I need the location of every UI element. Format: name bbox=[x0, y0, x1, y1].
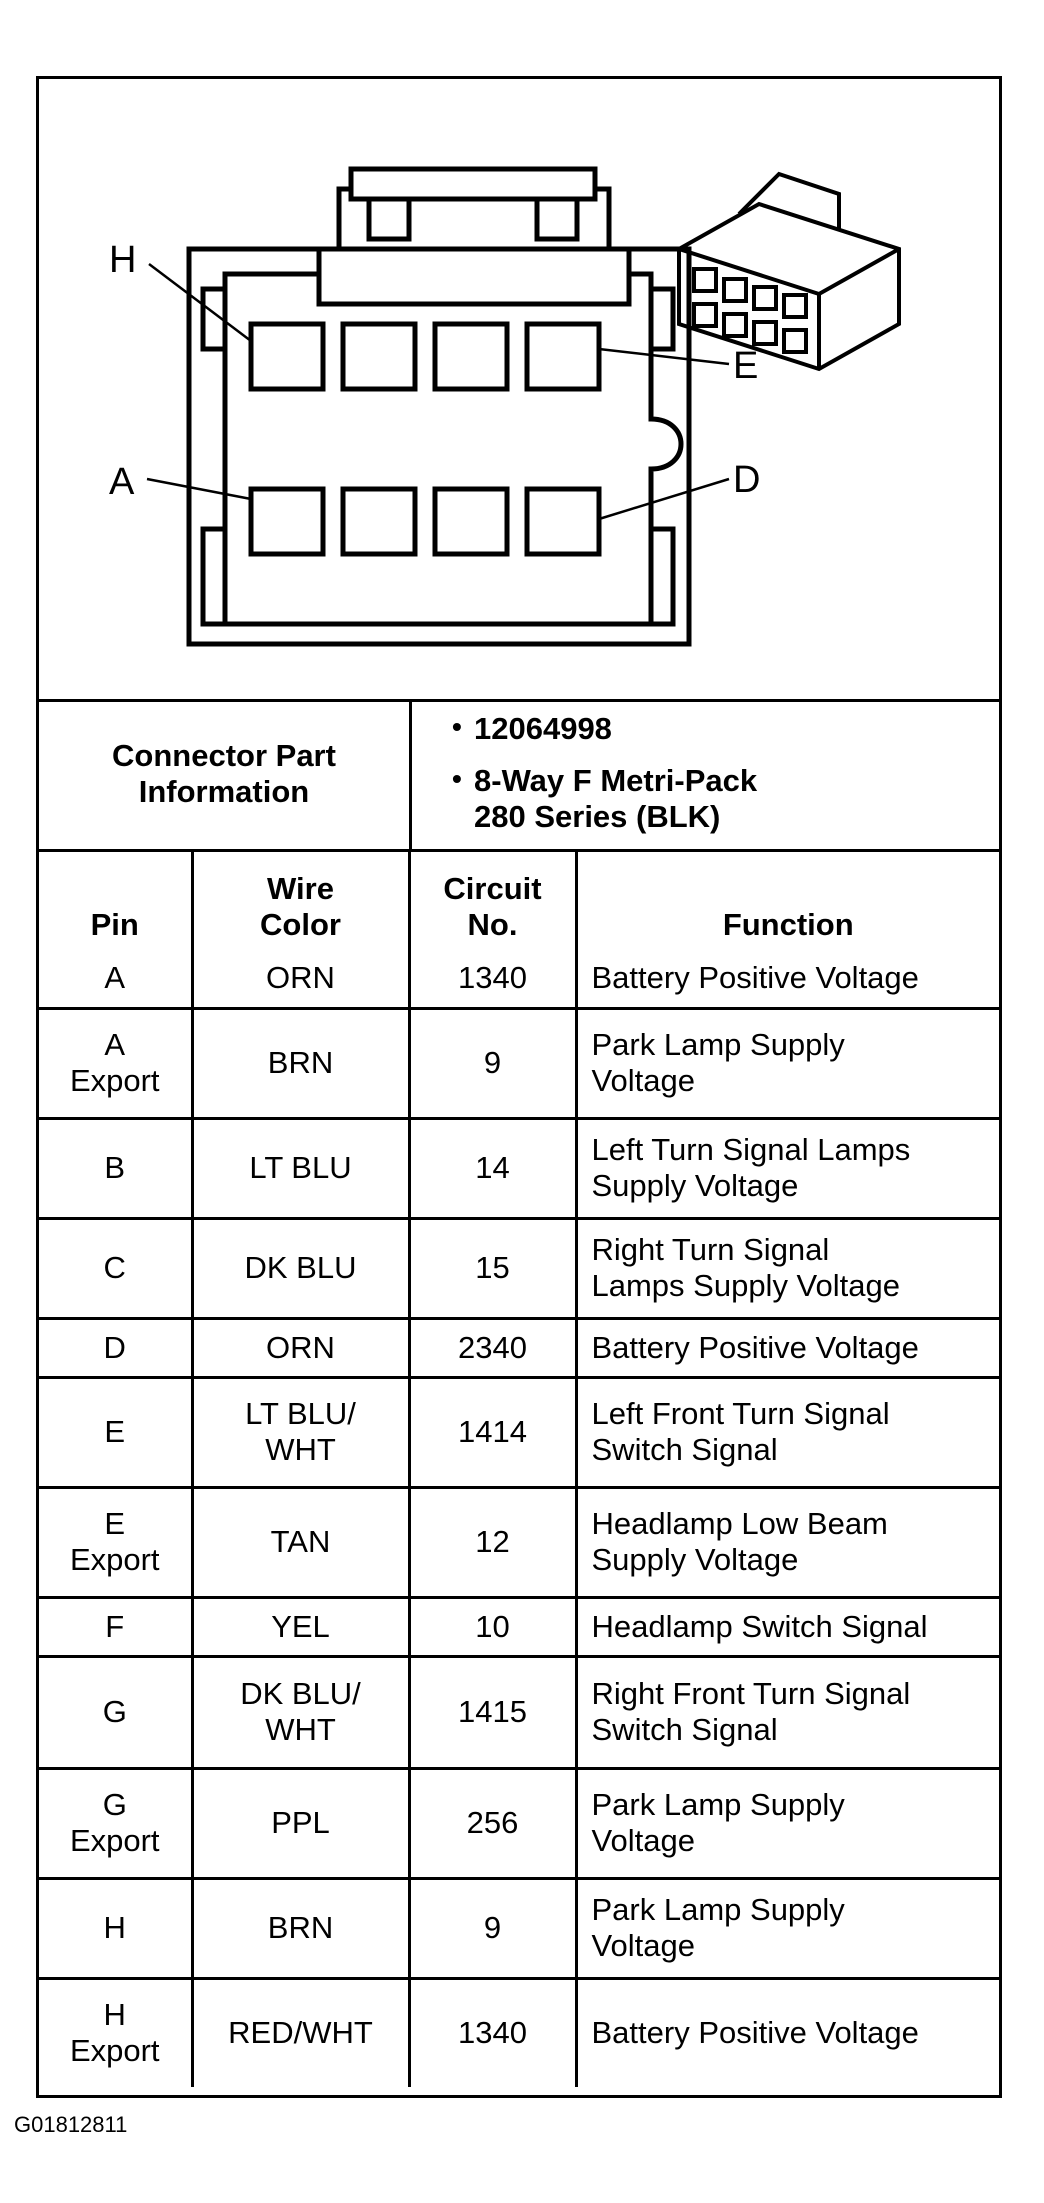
table-row bbox=[39, 1118, 999, 1218]
pin-label-a: A bbox=[109, 461, 135, 503]
pin-cell: D bbox=[39, 1318, 192, 1377]
table-row bbox=[39, 1008, 999, 1118]
connector-part-info-values bbox=[412, 699, 999, 849]
table-row bbox=[39, 1318, 999, 1377]
circuit-cell: 2340 bbox=[409, 1318, 576, 1377]
connector-face-drawing bbox=[39, 79, 999, 699]
function-cell: Park Lamp Supply Voltage bbox=[576, 1008, 999, 1118]
circuit-cell: 9 bbox=[409, 1008, 576, 1118]
pin-label-d: D bbox=[733, 459, 761, 501]
circuit-cell: 1340 bbox=[409, 1978, 576, 2087]
table-row bbox=[39, 1768, 999, 1878]
pin-label-e: E bbox=[733, 345, 759, 387]
pin-table bbox=[39, 849, 999, 2087]
function-cell: Park Lamp Supply Voltage bbox=[576, 1768, 999, 1878]
connector-frame bbox=[36, 76, 1002, 2098]
function-cell: Left Front Turn Signal Switch Signal bbox=[576, 1377, 999, 1487]
circuit-cell: 1340 bbox=[409, 949, 576, 1008]
part-number: 12064998 bbox=[474, 711, 612, 746]
connector-type: 8-Way F Metri-Pack bbox=[474, 763, 758, 798]
info-label-line2: Information bbox=[138, 774, 310, 809]
circuit-cell: 256 bbox=[409, 1768, 576, 1878]
header-function: Function bbox=[576, 849, 999, 949]
header-pin: Pin bbox=[39, 849, 192, 949]
table-row bbox=[39, 949, 999, 1008]
wire-color-cell: DK BLU bbox=[192, 1218, 409, 1318]
header-wire-color: Wire Color bbox=[192, 849, 409, 949]
pin-cell: F bbox=[39, 1597, 192, 1656]
wire-color-cell: LT BLU/ WHT bbox=[192, 1377, 409, 1487]
function-cell: Headlamp Low Beam Supply Voltage bbox=[576, 1487, 999, 1597]
table-row bbox=[39, 1218, 999, 1318]
circuit-cell: 10 bbox=[409, 1597, 576, 1656]
table-row bbox=[39, 1878, 999, 1978]
wire-color-cell: BRN bbox=[192, 1008, 409, 1118]
wire-color-cell: TAN bbox=[192, 1487, 409, 1597]
function-cell: Park Lamp Supply Voltage bbox=[576, 1878, 999, 1978]
wire-color-cell: DK BLU/ WHT bbox=[192, 1656, 409, 1768]
circuit-cell: 1414 bbox=[409, 1377, 576, 1487]
wire-color-cell: ORN bbox=[192, 949, 409, 1008]
function-cell: Headlamp Switch Signal bbox=[576, 1597, 999, 1656]
pin-cell: G bbox=[39, 1656, 192, 1768]
connector-series: 280 Series (BLK) bbox=[474, 799, 721, 834]
wire-color-cell: PPL bbox=[192, 1768, 409, 1878]
bullet-icon: • bbox=[452, 711, 462, 742]
function-cell: Battery Positive Voltage bbox=[576, 949, 999, 1008]
table-row bbox=[39, 1978, 999, 2087]
table-row bbox=[39, 1656, 999, 1768]
table-row bbox=[39, 1377, 999, 1487]
function-cell: Right Front Turn Signal Switch Signal bbox=[576, 1656, 999, 1768]
header-circuit-no: Circuit No. bbox=[409, 849, 576, 949]
table-row bbox=[39, 1597, 999, 1656]
function-cell: Battery Positive Voltage bbox=[576, 1978, 999, 2087]
pin-cell: H bbox=[39, 1878, 192, 1978]
connector-part-info bbox=[39, 699, 999, 852]
pin-cell: G Export bbox=[39, 1768, 192, 1878]
table-row bbox=[39, 1487, 999, 1597]
circuit-cell: 12 bbox=[409, 1487, 576, 1597]
bullet-icon: • bbox=[452, 763, 462, 794]
info-label-line1: Connector Part bbox=[112, 738, 336, 773]
wire-color-cell: ORN bbox=[192, 1318, 409, 1377]
circuit-cell: 9 bbox=[409, 1878, 576, 1978]
wire-color-cell: YEL bbox=[192, 1597, 409, 1656]
pin-cell: C bbox=[39, 1218, 192, 1318]
circuit-cell: 14 bbox=[409, 1118, 576, 1218]
pin-cell: E Export bbox=[39, 1487, 192, 1597]
connector-diagram bbox=[39, 79, 999, 702]
circuit-cell: 1415 bbox=[409, 1656, 576, 1768]
connector-part-info-label bbox=[39, 699, 412, 849]
wire-color-cell: LT BLU bbox=[192, 1118, 409, 1218]
circuit-cell: 15 bbox=[409, 1218, 576, 1318]
figure-code: G01812811 bbox=[14, 2112, 128, 2137]
function-cell: Left Turn Signal Lamps Supply Voltage bbox=[576, 1118, 999, 1218]
pin-cell: E bbox=[39, 1377, 192, 1487]
pin-label-h: H bbox=[109, 239, 137, 281]
wire-color-cell: BRN bbox=[192, 1878, 409, 1978]
function-cell: Right Turn Signal Lamps Supply Voltage bbox=[576, 1218, 999, 1318]
pin-cell: B bbox=[39, 1118, 192, 1218]
pin-cell: H Export bbox=[39, 1978, 192, 2087]
function-cell: Battery Positive Voltage bbox=[576, 1318, 999, 1377]
pin-cell: A bbox=[39, 949, 192, 1008]
wire-color-cell: RED/WHT bbox=[192, 1978, 409, 2087]
pin-cell: A Export bbox=[39, 1008, 192, 1118]
